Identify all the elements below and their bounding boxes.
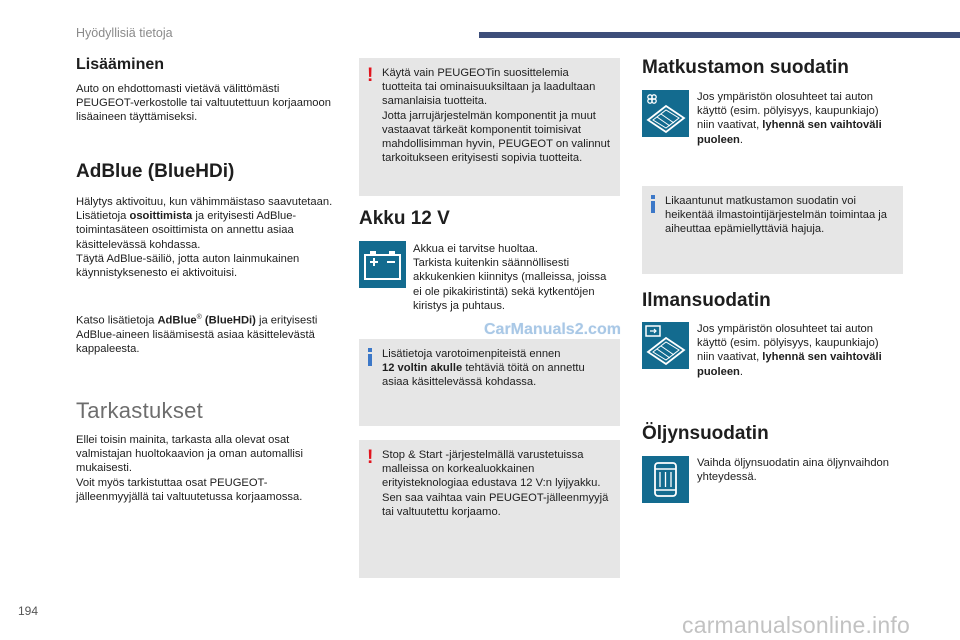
- adblue-text-b-pre: Lisätietoja: [76, 210, 130, 223]
- battery-icon: [359, 241, 406, 288]
- info-box-cabin-filter-text: Likaantunut matkustamon suodatin voi heikentää ilmastointijärjestelmän toimintaa ja aiheuttaa epämiellyttäviä hajuja.: [665, 195, 887, 236]
- adblue-text-b-post: ja erityisesti AdBlue-toimintasäteen osoittimista on annettu asiaa käsittelevässä kohdassa.: [76, 210, 297, 251]
- warning-box-products-text: [382, 66, 610, 165]
- matkustamo-text: [697, 90, 897, 147]
- tarkastukset-title: Tarkastukset: [76, 398, 204, 423]
- oljynsuodatin-title: Öljynsuodatin: [642, 423, 769, 444]
- info1-text-bold: 12 voltin akulle: [382, 362, 463, 375]
- page-number: 194: [18, 604, 39, 618]
- warn2-text-a: Stop & Start -järjestelmällä varustetuissa malleissa on korkealuokkainen erityisteknologiaa edustava 12 V:n lyijyakku.: [382, 449, 601, 490]
- info-icon: [651, 195, 655, 213]
- info-icon: [368, 348, 372, 366]
- adblue-p2-pre: Katso lisätietoja: [76, 314, 158, 327]
- lisaaminen-title: Lisääminen: [76, 56, 165, 73]
- matkustamo-text-pre: Jos ympäristön olosuhteet tai auton käyttö (esim. pölyisyys, kaupunkiajo) niin vaativat,: [697, 91, 879, 132]
- akku-text: Akkua ei tarvitse huoltaa. Tarkista kuitenkin säännöllisesti akkukenkien kiinnitys (malleissa, joissa ei ole pikakiristintä) sekä kytkentöjen kiristys ja puhtaus.: [413, 243, 607, 312]
- warning-icon: !: [367, 447, 374, 468]
- adblue-title: AdBlue (BlueHDi): [76, 161, 235, 182]
- matkustamo-text-bold: lyhennä sen vaihtoväli puoleen: [697, 119, 882, 146]
- tarkastukset-text: [76, 433, 334, 504]
- tarkastukset-text-b: Voit myös tarkistuttaa osat PEUGEOT-jälleenmyyjällä tai valtuutetussa korjaamossa.: [76, 476, 303, 503]
- warn1-text-b: Jotta jarrujärjestelmän komponentit ja muut vastaavat tärkeät komponentit toimisivat mahdollisimman hyvin, PEUGEOT on valinnut tarkoitukseen erityisesti sopivia tuotteita.: [382, 109, 610, 165]
- tarkastukset-text-a: Ellei toisin mainita, tarkasta alla olevat osat valmistajan huoltokaavion ja oman automallisi mukaisesti.: [76, 434, 303, 475]
- adblue-text-b-bold: osoittimista: [129, 210, 193, 223]
- warning-box-products: [359, 58, 620, 196]
- adblue-p2-bold2: (BlueHDi): [201, 314, 256, 327]
- warning-box-stop-start: [359, 440, 620, 578]
- ilmansuodatin-text: [697, 322, 897, 379]
- adblue-p2-bold: AdBlue: [157, 314, 197, 327]
- ilmansuodatin-text-post: .: [739, 365, 743, 378]
- warning-box-stop-start-text: [382, 448, 610, 519]
- info1-text-a: Lisätietoja varotoimenpiteistä ennen: [382, 348, 561, 360]
- header-title: Hyödyllisiä tietoja: [76, 26, 173, 40]
- lisaaminen-text: Auto on ehdottomasti vietävä välittömästi PEUGEOT-verkostolle tai valtuutettuun korjaamoon lisäaineen täyttämiseksi.: [76, 83, 331, 124]
- adblue-p2-post: ja erityisesti AdBlue-aineen lisäämisestä asiaa käsittelevästä kappaleesta.: [76, 314, 318, 356]
- matkustamo-text-post: .: [739, 133, 743, 146]
- info-box-battery-text: [382, 347, 610, 390]
- warning-icon: !: [367, 65, 374, 86]
- adblue-paragraph-2: [76, 311, 334, 356]
- cabin-filter-icon: [642, 90, 689, 137]
- matkustamo-title: Matkustamon suodatin: [642, 57, 849, 78]
- akku-title: Akku 12 V: [359, 208, 450, 229]
- warn1-text-a: Käytä vain PEUGEOTin suosittelemia tuotteita tai ominaisuuksiltaan ja laadultaan samanlaisia tuotteita.: [382, 67, 596, 108]
- watermark-footer: carmanualsonline.info: [682, 612, 910, 638]
- watermark-middle: CarManuals2.com: [484, 321, 621, 338]
- warn2-text-b: Sen saa vaihtaa vain PEUGEOT-jälleenmyyjä tai valtuutettu korjaamo.: [382, 491, 609, 518]
- adblue-paragraph-1: [76, 195, 334, 280]
- oil-filter-icon: [642, 456, 689, 503]
- info-box-cabin-filter: [642, 186, 903, 274]
- ilmansuodatin-text-pre: Jos ympäristön olosuhteet tai auton käyttö (esim. pölyisyys, kaupunkiajo) niin vaativat,: [697, 323, 879, 364]
- oljynsuodatin-text: Vaihda öljynsuodatin aina öljynvaihdon yhteydessä.: [697, 457, 889, 484]
- info1-text-b: tehtäviä töitä on annettu asiaa käsittelevässä kohdassa.: [382, 362, 585, 389]
- adblue-text-c: Täytä AdBlue-säiliö, jotta auton lainmukainen käynnistyksenesto ei aktivoituisi.: [76, 252, 300, 280]
- air-filter-icon: [642, 322, 689, 369]
- ilmansuodatin-text-bold: lyhennä sen vaihtoväli puoleen: [697, 351, 882, 378]
- ilmansuodatin-title: Ilmansuodatin: [642, 290, 771, 311]
- info-box-battery: [359, 339, 620, 426]
- registered-mark: ®: [196, 314, 202, 321]
- adblue-text-a: Hälytys aktivoituu, kun vähimmäistaso saavutetaan.: [76, 196, 333, 208]
- header-bar: [479, 32, 960, 38]
